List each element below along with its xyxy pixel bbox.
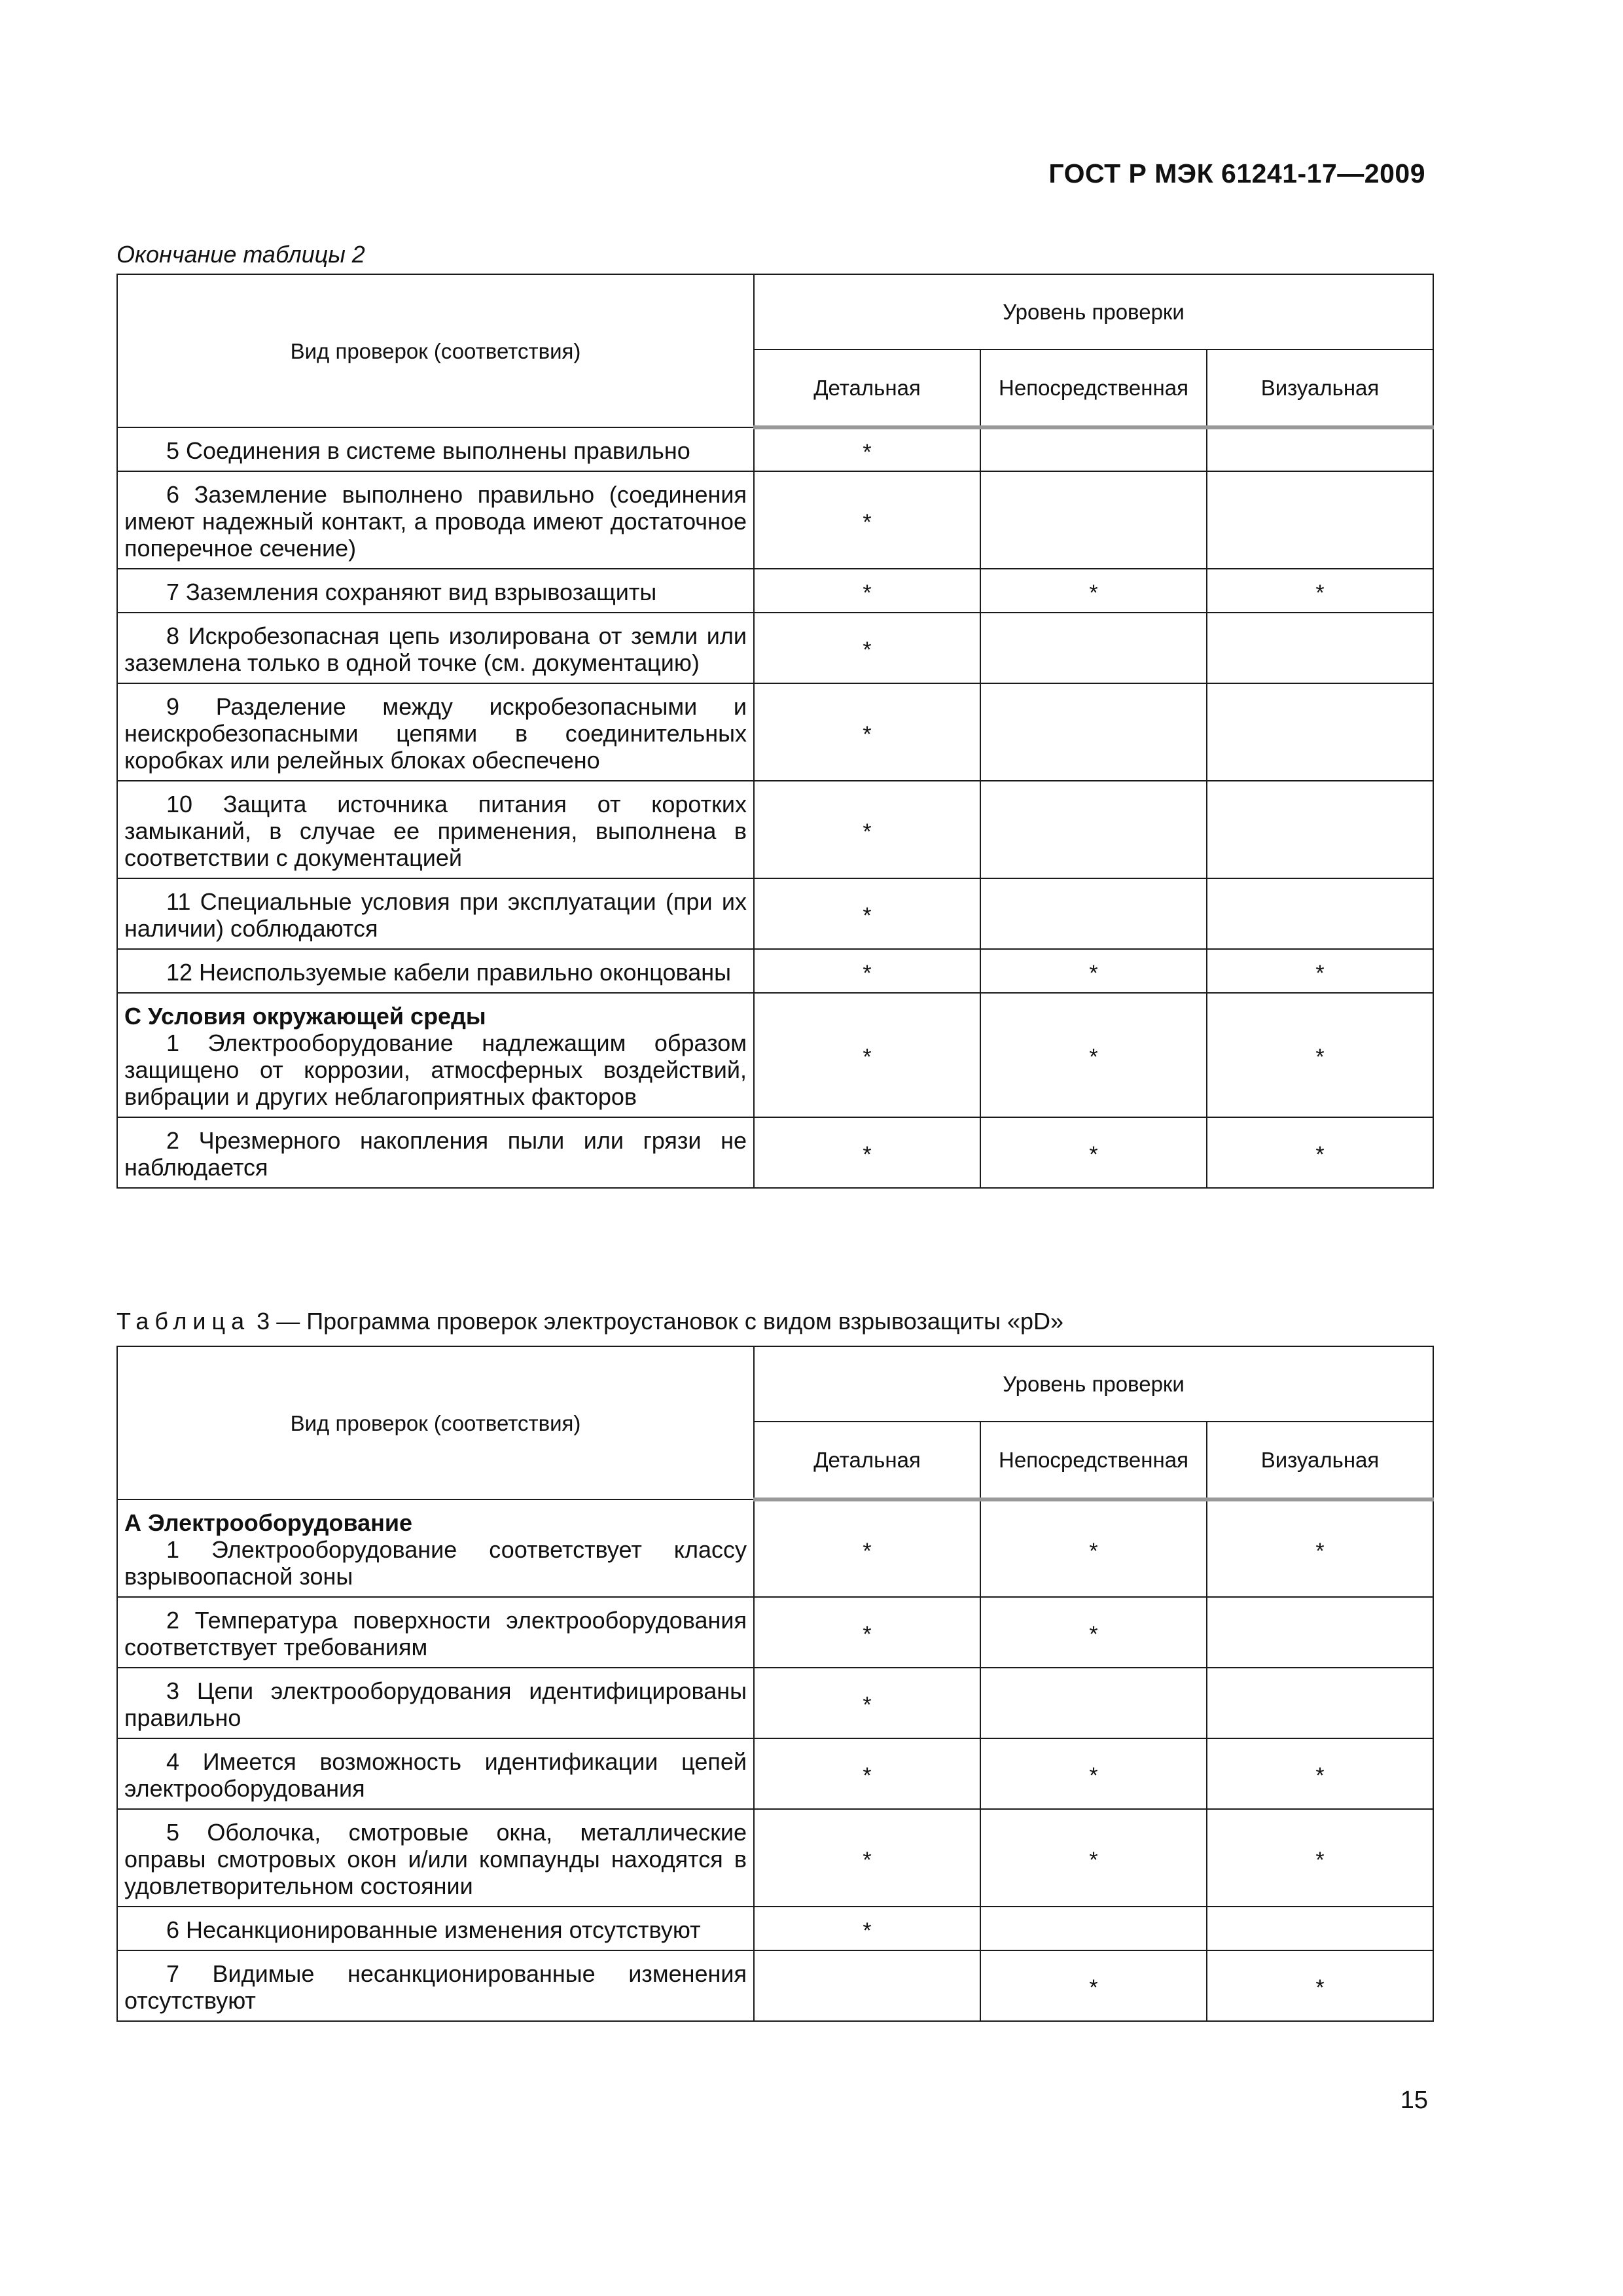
section-heading: С Условия окружающей среды	[124, 1003, 486, 1030]
check-item-text: 11 Специальные условия при эксплуатации (при их наличии) соблюдаются	[124, 888, 747, 942]
column-header-detailed: Детальная	[754, 1422, 980, 1499]
check-item-cell	[117, 1907, 754, 1950]
mark-visual: *	[1207, 1117, 1433, 1188]
table-row	[117, 683, 1433, 781]
mark-close: *	[980, 949, 1207, 993]
mark-close: *	[980, 1117, 1207, 1188]
check-item-text: 1 Электрооборудование надлежащим образом защищено от коррозии, атмосферных воздействий, вибрации и других неблагоприятных факторов	[124, 1030, 747, 1110]
mark-visual	[1207, 1907, 1433, 1950]
mark-visual: *	[1207, 1950, 1433, 2021]
table-2	[116, 274, 1434, 1189]
mark-detailed: *	[754, 949, 980, 993]
check-item-cell	[117, 1809, 754, 1907]
check-item-text: 8 Искробезопасная цепь изолирована от земли или заземлена только в одной точке (см. документацию)	[124, 622, 747, 676]
mark-visual: *	[1207, 1738, 1433, 1809]
table-row	[117, 1738, 1433, 1809]
check-item-text: 10 Защита источника питания от коротких замыканий, в случае ее применения, выполнена в соответствии с документацией	[124, 791, 747, 871]
mark-detailed: *	[754, 683, 980, 781]
mark-detailed	[754, 1950, 980, 2021]
mark-visual: *	[1207, 569, 1433, 613]
mark-visual	[1207, 1597, 1433, 1668]
table-row	[117, 1597, 1433, 1668]
check-item-cell	[117, 1499, 754, 1597]
check-item-text: 7 Заземления сохраняют вид взрывозащиты	[166, 579, 657, 605]
mark-close: *	[980, 1597, 1207, 1668]
table-row	[117, 1809, 1433, 1907]
mark-detailed: *	[754, 1907, 980, 1950]
column-header-detailed: Детальная	[754, 350, 980, 427]
mark-detailed: *	[754, 1499, 980, 1597]
check-item-cell	[117, 427, 754, 471]
check-item-cell	[117, 1597, 754, 1668]
table-row	[117, 569, 1433, 613]
mark-visual	[1207, 427, 1433, 471]
mark-close: *	[980, 1950, 1207, 2021]
check-item-cell	[117, 949, 754, 993]
mark-visual	[1207, 878, 1433, 949]
table-row	[117, 1117, 1433, 1188]
check-item-cell	[117, 878, 754, 949]
column-header-visual: Визуальная	[1207, 1422, 1433, 1499]
mark-close: *	[980, 1738, 1207, 1809]
mark-detailed: *	[754, 993, 980, 1117]
column-header-check-type: Вид проверок (соответствия)	[117, 274, 754, 427]
mark-close	[980, 471, 1207, 569]
table-3-caption-title: 3 — Программа проверок электроустановок с видом взрывозащиты «pD»	[257, 1308, 1064, 1335]
check-item-cell	[117, 993, 754, 1117]
check-item-cell	[117, 1668, 754, 1738]
mark-close	[980, 427, 1207, 471]
column-header-close: Непосредственная	[980, 350, 1207, 427]
table-3-caption	[116, 1308, 1063, 1335]
mark-close	[980, 878, 1207, 949]
table-row	[117, 427, 1433, 471]
mark-close	[980, 613, 1207, 683]
mark-visual: *	[1207, 993, 1433, 1117]
table-row	[117, 1668, 1433, 1738]
column-header-visual: Визуальная	[1207, 350, 1433, 427]
check-item-text: 1 Электрооборудование соответствует классу взрывоопасной зоны	[124, 1536, 747, 1590]
table-3	[116, 1346, 1434, 2022]
document-standard-number: ГОСТ Р МЭК 61241-17—2009	[1048, 158, 1425, 188]
section-heading: А Электрооборудование	[124, 1509, 413, 1536]
check-item-text: 12 Неиспользуемые кабели правильно оконцованы	[166, 959, 731, 986]
check-item-cell	[117, 781, 754, 878]
mark-detailed: *	[754, 1809, 980, 1907]
check-item-cell	[117, 683, 754, 781]
mark-visual	[1207, 471, 1433, 569]
column-header-check-level: Уровень проверки	[754, 274, 1433, 350]
mark-visual: *	[1207, 949, 1433, 993]
check-item-text: 7 Видимые несанкционированные изменения отсутствуют	[124, 1960, 747, 2014]
column-header-close: Непосредственная	[980, 1422, 1207, 1499]
check-item-text: 6 Несанкционированные изменения отсутствуют	[166, 1916, 701, 1943]
table-3-caption-label: Таблица	[116, 1308, 251, 1335]
table-row	[117, 1499, 1433, 1597]
check-item-text: 2 Чрезмерного накопления пыли или грязи не наблюдается	[124, 1127, 747, 1181]
check-item-cell	[117, 569, 754, 613]
mark-close	[980, 781, 1207, 878]
check-item-text: 9 Разделение между искробезопасными и неискробезопасными цепями в соединительных коробках или релейных блоках обеспечено	[124, 693, 747, 774]
table-2-caption: Окончание таблицы 2	[116, 241, 365, 268]
mark-close: *	[980, 1809, 1207, 1907]
mark-detailed: *	[754, 1117, 980, 1188]
check-item-text: 5 Соединения в системе выполнены правильно	[166, 437, 690, 464]
check-item-text: 5 Оболочка, смотровые окна, металлические оправы смотровых окон и/или компаунды находятся в удовлетворительном состоянии	[124, 1819, 747, 1899]
mark-detailed: *	[754, 569, 980, 613]
check-item-cell	[117, 613, 754, 683]
mark-close: *	[980, 1499, 1207, 1597]
table-row	[117, 878, 1433, 949]
mark-close	[980, 1668, 1207, 1738]
table-row	[117, 781, 1433, 878]
table-row	[117, 949, 1433, 993]
mark-visual	[1207, 613, 1433, 683]
mark-close: *	[980, 569, 1207, 613]
page-number: 15	[1400, 2087, 1428, 2114]
check-item-text: 2 Температура поверхности электрооборудования соответствует требованиям	[124, 1607, 747, 1660]
check-item-text: 4 Имеется возможность идентификации цепей электрооборудования	[124, 1748, 747, 1802]
mark-detailed: *	[754, 781, 980, 878]
mark-detailed: *	[754, 613, 980, 683]
check-item-cell	[117, 1738, 754, 1809]
check-item-cell	[117, 1117, 754, 1188]
table-row	[117, 471, 1433, 569]
mark-detailed: *	[754, 471, 980, 569]
mark-visual	[1207, 683, 1433, 781]
mark-detailed: *	[754, 1668, 980, 1738]
mark-close: *	[980, 993, 1207, 1117]
mark-visual	[1207, 1668, 1433, 1738]
table-row	[117, 613, 1433, 683]
table-row	[117, 1907, 1433, 1950]
check-item-text: 3 Цепи электрооборудования идентифицированы правильно	[124, 1677, 747, 1731]
check-item-cell	[117, 1950, 754, 2021]
mark-detailed: *	[754, 1738, 980, 1809]
mark-visual: *	[1207, 1499, 1433, 1597]
table-row	[117, 1950, 1433, 2021]
mark-detailed: *	[754, 878, 980, 949]
mark-detailed: *	[754, 427, 980, 471]
mark-close	[980, 1907, 1207, 1950]
mark-close	[980, 683, 1207, 781]
mark-visual	[1207, 781, 1433, 878]
mark-visual: *	[1207, 1809, 1433, 1907]
mark-detailed: *	[754, 1597, 980, 1668]
table-row	[117, 993, 1433, 1117]
column-header-check-level: Уровень проверки	[754, 1346, 1433, 1422]
column-header-check-type: Вид проверок (соответствия)	[117, 1346, 754, 1499]
check-item-text: 6 Заземление выполнено правильно (соединения имеют надежный контакт, а провода имеют достаточное поперечное сечение)	[124, 481, 747, 562]
check-item-cell	[117, 471, 754, 569]
